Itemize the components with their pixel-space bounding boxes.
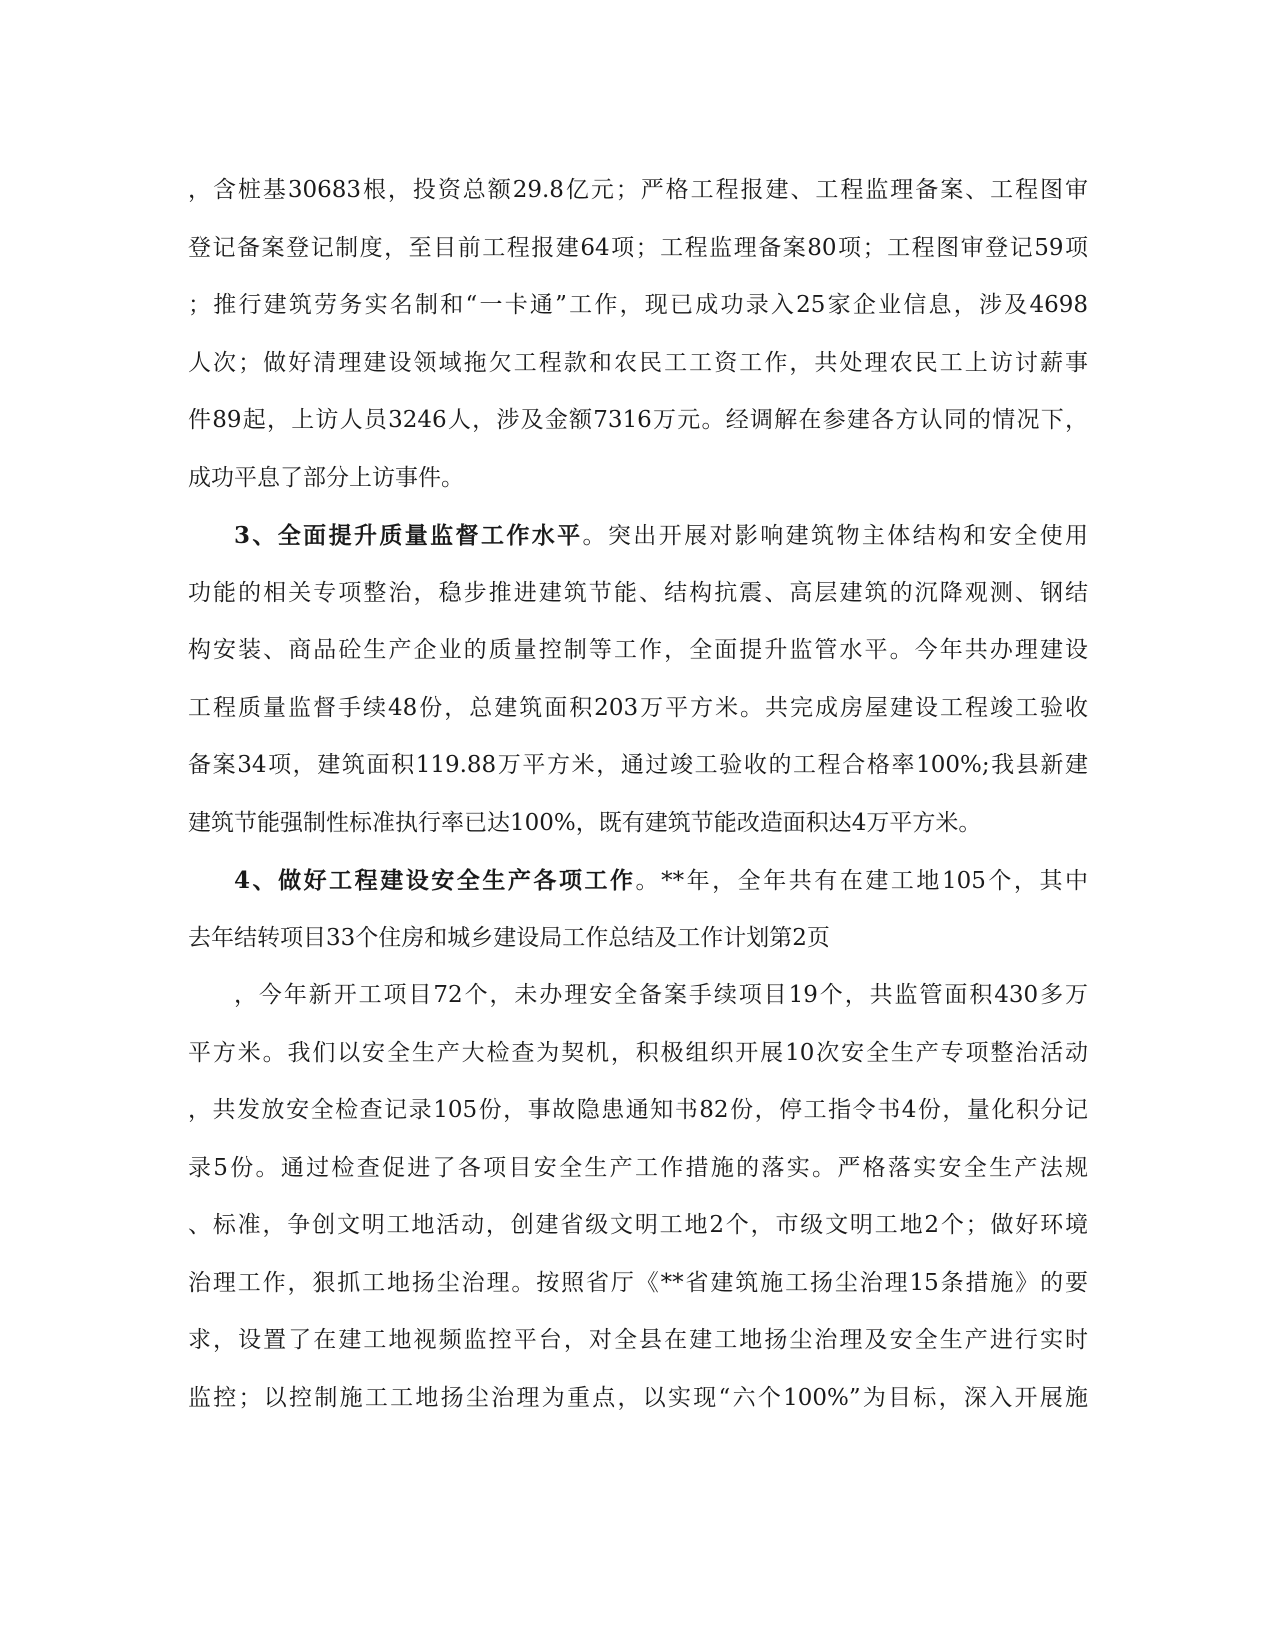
line-text: 。突出开展对影响建筑物主体结构和安全使用 <box>582 523 1088 549</box>
line-text: 功能的相关专项整治，稳步推进建筑节能、结构抗震、高层建筑的沉降观测、钢结 <box>188 579 1088 606</box>
text-line <box>188 450 1088 508</box>
line-text: 工程质量监督手续48份，总建筑面积203万平方米。共完成房屋建设工程竣工验收 <box>188 694 1088 721</box>
text-line <box>188 852 1088 910</box>
text-line <box>188 1197 1088 1255</box>
line-text: 求，设置了在建工地视频监控平台，对全县在建工地扬尘治理及安全生产进行实时 <box>188 1327 1088 1353</box>
line-text: ，共发放安全检查记录105份，事故隐患通知书82份，停工指令书4份，量化积分记 <box>188 1097 1088 1123</box>
text-line <box>188 910 1088 968</box>
text-line <box>188 1025 1088 1083</box>
line-text: 平方米。我们以安全生产大检查为契机，积极组织开展10次安全生产专项整治活动 <box>188 1039 1088 1066</box>
text-line <box>188 1140 1088 1198</box>
text-line <box>188 622 1088 680</box>
line-text: ；推行建筑劳务实名制和“一卡通”工作，现已成功录入25家企业信息，涉及4698 <box>188 292 1088 318</box>
line-text: ，今年新开工项目72个，未办理安全备案手续项目19个，共监管面积430多万 <box>234 982 1088 1008</box>
line-text: 去年结转项目33个住房和城乡建设局工作总结及工作计划第2页 <box>188 924 830 951</box>
line-text: 录5份。通过检查促进了各项目安全生产工作措施的落实。严格落实安全生产法规 <box>188 1154 1088 1181</box>
body-text <box>188 162 1088 1427</box>
line-text: 构安装、商品砼生产企业的质量控制等工作，全面提升监管水平。今年共办理建设 <box>188 637 1088 663</box>
section-heading: 4、做好工程建设安全生产各项工作 <box>234 867 636 894</box>
line-text: 件89起，上访人员3246人，涉及金额7316万元。经调解在参建各方认同的情况下， <box>188 407 1088 433</box>
text-line <box>188 277 1088 335</box>
line-text: 、标准，争创文明工地活动，创建省级文明工地2个，市级文明工地2个；做好环境 <box>188 1212 1088 1238</box>
line-text: 备案34项，建筑面积119.88万平方米，通过竣工验收的工程合格率100%;我县新建 <box>188 752 1088 778</box>
text-line <box>188 1312 1088 1370</box>
section-heading: 3、全面提升质量监督工作水平 <box>234 522 583 549</box>
line-text: 登记备案登记制度，至目前工程报建64项；工程监理备案80项；工程图审登记59项 <box>188 234 1088 261</box>
line-text: 治理工作，狠抓工地扬尘治理。按照省厅《**省建筑施工扬尘治理15条措施》的要 <box>188 1269 1088 1296</box>
line-text: 人次；做好清理建设领域拖欠工程款和农民工工资工作，共处理农民工上访讨薪事 <box>188 349 1088 376</box>
text-line <box>188 335 1088 393</box>
text-line <box>188 220 1088 278</box>
line-text: 。**年，全年共有在建工地105个，其中 <box>635 868 1088 894</box>
line-text: 成功平息了部分上访事件。 <box>188 464 464 491</box>
line-text: 建筑节能强制性标准执行率已达100%，既有建筑节能改造面积达4万平方米。 <box>188 809 982 836</box>
line-text: ，含桩基30683根，投资总额29.8亿元；严格工程报建、工程监理备案、工程图审 <box>188 177 1088 203</box>
text-line <box>188 795 1088 853</box>
text-line <box>188 967 1088 1025</box>
text-line <box>188 1370 1088 1428</box>
text-line <box>188 507 1088 565</box>
text-line <box>188 1255 1088 1313</box>
text-line <box>188 162 1088 220</box>
text-line <box>188 392 1088 450</box>
text-line <box>188 565 1088 623</box>
line-text: 监控；以控制施工工地扬尘治理为重点，以实现“六个100%”为目标，深入开展施 <box>188 1384 1088 1411</box>
text-line <box>188 737 1088 795</box>
text-line <box>188 1082 1088 1140</box>
text-line <box>188 680 1088 738</box>
